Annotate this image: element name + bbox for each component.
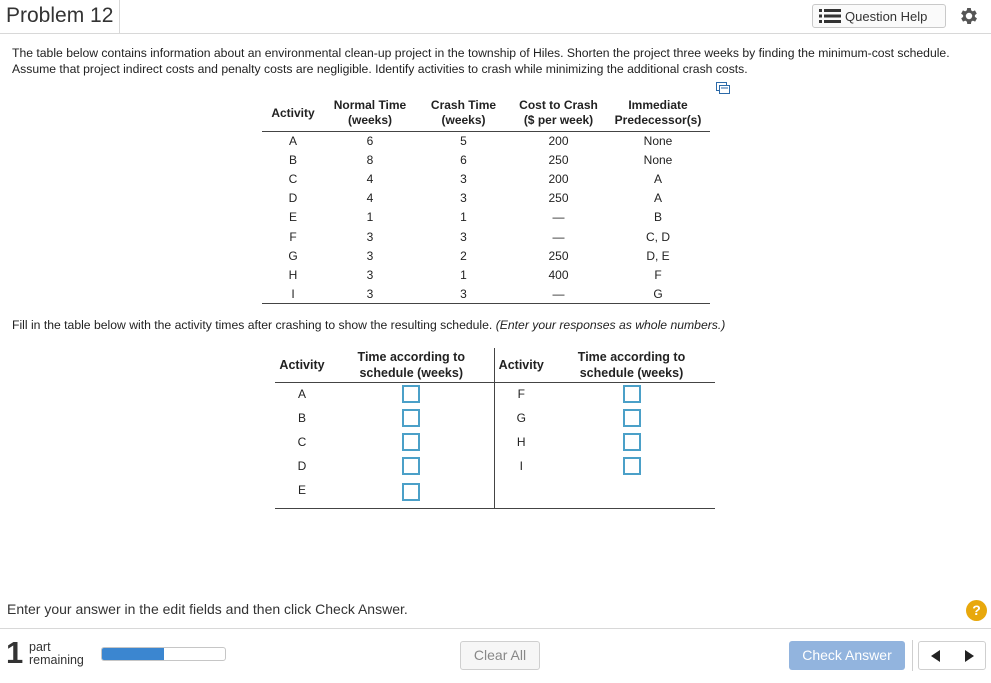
answer-activity-right: I [519, 459, 523, 473]
table-row [262, 227, 710, 246]
cell-predecessors: D, E [646, 248, 670, 263]
cell-activity: E [288, 210, 297, 225]
project-data-table [262, 96, 710, 304]
answer-activity-right: H [516, 435, 526, 449]
answer-col-activity-left: Activity [275, 348, 329, 382]
col-header-predecessors: Immediate Predecessor(s) [606, 96, 710, 131]
cell-normal-time: 6 [366, 133, 374, 148]
previous-button[interactable] [919, 642, 952, 669]
answer-activity-right [494, 478, 548, 508]
cell-activity: H [288, 267, 298, 282]
cell-crash-time: 3 [460, 171, 467, 186]
cell-cost: — [552, 229, 565, 244]
list-icon [819, 9, 841, 23]
answer-time-cell-left [329, 406, 494, 430]
parts-remaining-label: part remaining [29, 640, 84, 667]
cell-predecessors: A [653, 191, 662, 206]
cell-normal-time: 1 [366, 210, 374, 225]
cell-predecessors: G [606, 285, 710, 304]
cell-normal-time: 4 [366, 171, 374, 186]
time-input-d[interactable] [402, 457, 420, 475]
problem-title: Problem 12 [0, 0, 120, 33]
answer-time-cell-right [548, 406, 715, 430]
footer-instruction: Enter your answer in the edit fields and then click Check Answer. [7, 601, 408, 617]
cell-cost: 250 [548, 248, 569, 263]
fill-instruction: Fill in the table below with the activity times after crashing to show the resulting schedule. (Enter your responses as whole numbers.) [12, 318, 726, 332]
cell-normal-time: 4 [366, 191, 374, 206]
progress-bar-fill [102, 648, 164, 660]
cell-cost: — [552, 210, 565, 225]
problem-statement: The table below contains information about an environmental clean-up project in the township of Hiles. Shorten the project three weeks by finding the minimum-cost schedule. Assume that project indirect costs and penalty costs are negligible. Identify activities to crash while minimizing the additional crash costs. [12, 46, 950, 76]
answer-row [275, 406, 715, 430]
cell-activity: B [288, 152, 297, 167]
gear-icon[interactable] [958, 5, 980, 27]
cell-cost: — [511, 285, 606, 304]
cell-cost: 400 [548, 267, 569, 282]
footer-divider [0, 628, 991, 629]
table-row [262, 285, 710, 304]
table-row [262, 208, 710, 227]
table-row [262, 189, 710, 208]
answer-time-cell-right [548, 430, 715, 454]
cell-activity: A [288, 133, 297, 148]
time-input-f[interactable] [623, 385, 641, 403]
answer-row [275, 430, 715, 454]
nav-divider [912, 640, 913, 671]
header-bar [0, 0, 991, 34]
cell-activity: F [289, 229, 297, 244]
cell-activity: D [288, 191, 298, 206]
cell-cost: 250 [548, 152, 569, 167]
answer-time-cell-left [329, 382, 494, 406]
answer-time-cell-left [329, 454, 494, 478]
time-input-i[interactable] [623, 457, 641, 475]
cell-normal-time: 8 [366, 152, 374, 167]
time-input-a[interactable] [402, 385, 420, 403]
check-answer-button[interactable]: Check Answer [789, 641, 905, 670]
copy-table-icon[interactable] [716, 82, 730, 94]
question-help-button[interactable] [812, 4, 946, 28]
triangle-left-icon [931, 650, 941, 662]
cell-normal-time: 3 [366, 248, 374, 263]
cell-crash-time: 6 [460, 152, 467, 167]
answer-activity-left: B [297, 411, 306, 425]
triangle-right-icon [964, 650, 974, 662]
cell-crash-time: 3 [460, 229, 467, 244]
col-header-crash-time: Crash Time (weeks) [416, 96, 511, 131]
question-help-label: Question Help [845, 8, 928, 24]
table-row [262, 150, 710, 169]
cell-activity: G [288, 248, 298, 263]
question-nav [918, 641, 986, 670]
cell-crash-time: 2 [460, 248, 467, 263]
time-input-c[interactable] [402, 433, 420, 451]
answer-time-cell-left [329, 430, 494, 454]
time-input-b[interactable] [402, 409, 420, 427]
answer-time-cell-right [548, 454, 715, 478]
progress-bar [101, 647, 226, 661]
answer-activity-left: C [297, 435, 307, 449]
table-row [262, 131, 710, 150]
cell-crash-time: 3 [416, 285, 511, 304]
cell-cost: 200 [548, 171, 569, 186]
table-header-row [262, 96, 710, 131]
time-input-e[interactable] [402, 483, 420, 501]
parts-remaining-count: 1 [6, 635, 24, 670]
cell-predecessors: F [654, 267, 662, 282]
answer-activity-left: E [275, 478, 329, 508]
answer-row [275, 382, 715, 406]
table-row [262, 169, 710, 188]
time-input-h[interactable] [623, 433, 641, 451]
cell-cost: 200 [548, 133, 569, 148]
answer-time-cell-left [329, 478, 494, 508]
answer-table [275, 348, 715, 509]
table-row [262, 265, 710, 284]
time-input-g[interactable] [623, 409, 641, 427]
answer-activity-left: D [297, 459, 307, 473]
answer-col-time-right: Time according to schedule (weeks) [548, 348, 715, 382]
next-button[interactable] [952, 642, 985, 669]
cell-activity: C [288, 171, 298, 186]
help-icon[interactable]: ? [966, 600, 987, 621]
answer-row [275, 478, 715, 508]
clear-all-button[interactable]: Clear All [460, 641, 540, 670]
col-header-cost: Cost to Crash ($ per week) [511, 96, 606, 131]
fill-instruction-note: (Enter your responses as whole numbers.) [495, 318, 726, 332]
cell-predecessors: None [643, 152, 673, 167]
cell-crash-time: 5 [460, 133, 467, 148]
table-row [262, 246, 710, 265]
cell-crash-time: 1 [460, 267, 467, 282]
cell-normal-time: 3 [366, 267, 374, 282]
cell-normal-time: 3 [324, 285, 416, 304]
answer-col-time-left: Time according to schedule (weeks) [329, 348, 494, 382]
answer-activity-left: A [297, 387, 306, 402]
cell-predecessors: B [653, 210, 662, 225]
cell-predecessors: A [653, 171, 662, 186]
answer-activity-right: F [517, 387, 525, 402]
answer-activity-right: G [516, 411, 526, 425]
col-header-activity: Activity [262, 96, 324, 131]
cell-predecessors: None [643, 133, 673, 148]
cell-normal-time: 3 [366, 229, 374, 244]
answer-header-row [275, 348, 715, 382]
answer-col-activity-right: Activity [494, 348, 548, 382]
cell-crash-time: 3 [460, 191, 467, 206]
cell-crash-time: 1 [460, 210, 467, 225]
cell-cost: 250 [548, 191, 569, 206]
col-header-normal-time: Normal Time (weeks) [324, 96, 416, 131]
cell-predecessors: C, D [646, 229, 670, 244]
answer-time-cell-right [548, 478, 715, 508]
answer-row [275, 454, 715, 478]
answer-time-cell-right [548, 382, 715, 406]
cell-activity: I [262, 285, 324, 304]
